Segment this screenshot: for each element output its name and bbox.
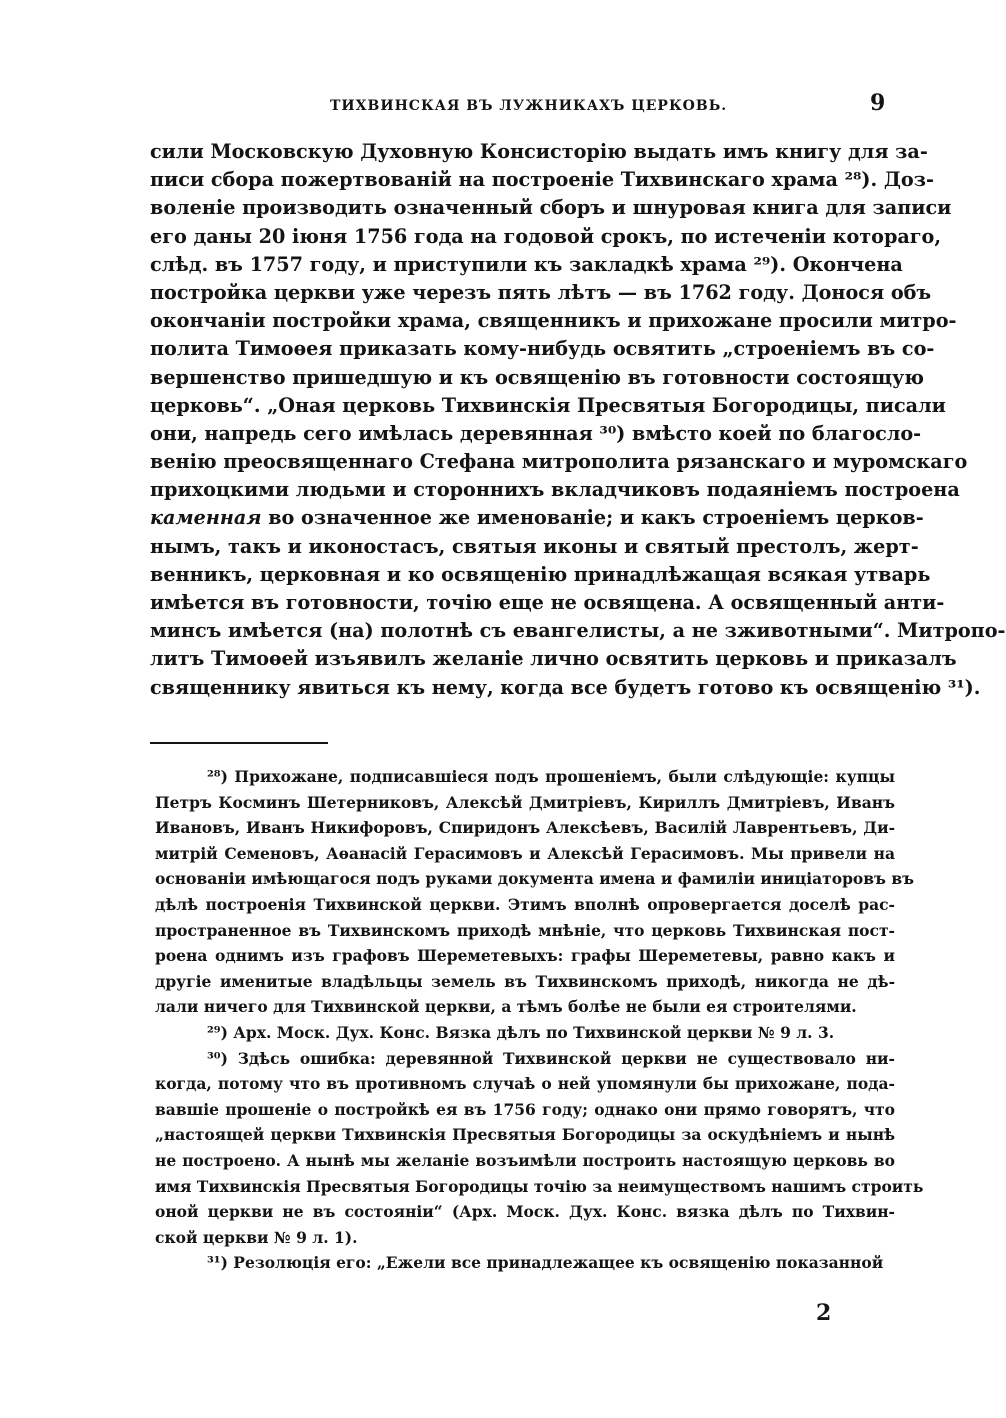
footnote-line: ²⁸) Прихожане, подписавшіеся подъ прошеніемъ, были слѣдующіе: купцы (207, 767, 895, 786)
body-line: постройка церкви уже черезъ пять лѣтъ — въ 1762 году. Донося объ (150, 280, 932, 304)
footnote-line: основаніи имѣющагося подъ руками документа имена и фамиліи иниціаторовъ въ (155, 869, 914, 889)
footnote-line: Ивановъ, Иванъ Никифоровъ, Спиридонъ Алексѣевъ, Василій Лаврентьевъ, Ди- (155, 818, 895, 838)
footnote-line: не построено. А нынѣ мы желаніе возъимѣли построить настоящую церковь во (155, 1150, 895, 1170)
footnote-line: роена однимъ изъ графовъ Шереметевыхъ: графы Шереметевы, равно какъ и (155, 946, 895, 966)
body-line: его даны 20 іюня 1756 года на годовой срокъ, по истеченіи котораго, (150, 224, 942, 248)
page-number: 9 (870, 90, 886, 116)
body-line: минсъ имѣется (на) полотнѣ съ евангелисты, а не зживотными“. Митропо- (150, 619, 1006, 643)
footnote-line: ²⁹) Арх. Моск. Дух. Конс. Вязка дѣлъ по Тихвинской церкви № 9 л. 3. (207, 1022, 835, 1042)
body-line: они, напредь сего имѣлась деревянная ³⁰) вмѣсто коей по благосло- (150, 421, 922, 445)
footnote-line: лали ничего для Тихвинской церкви, а тѣмъ болѣе не были ея строителями. (155, 997, 857, 1017)
footnote-line: ской церкви № 9 л. 1). (155, 1227, 358, 1247)
body-line: слѣд. въ 1757 году, и приступили къ закладкѣ храма ²⁹). Окончена (150, 252, 903, 276)
body-line: вершенство пришедшую и къ освященію въ готовности состоящую (150, 365, 924, 389)
emphasis: каменная (150, 506, 262, 530)
body-line: сили Московскую Духовную Консисторію выдать имъ книгу для за- (150, 140, 928, 163)
footnote-line: ³¹) Резолюція его: „Ежели все принадлежащее къ освященію показанной (207, 1253, 884, 1273)
footnote-line: оной церкви не въ состояніи“ (Арх. Моск. Дух. Конс. вязка дѣлъ по Тихвин- (155, 1202, 895, 1222)
body-line: литъ Тимоѳей изъявилъ желаніе лично освятить церковь и приказалъ (150, 647, 957, 671)
footnote-line: имя Тихвинскія Пресвятыя Богородицы точію за неимуществомъ нашимъ строить (155, 1176, 924, 1196)
footnote-line: Петръ Косминъ Шетерниковъ, Алексѣй Дмитріевъ, Кириллъ Дмитріевъ, Иванъ (155, 792, 895, 812)
running-title: ТИХВИНСКАЯ ВЪ ЛУЖНИКАХЪ ЦЕРКОВЬ. (330, 98, 728, 114)
body-line: венникъ, церковная и ко освященію принадлѣжащая всякая утварь (150, 562, 931, 586)
body-line: полита Тимоѳея приказать кому-нибудь освятить „строеніемъ въ со- (150, 337, 935, 361)
body-line: священнику явиться къ нему, когда все будетъ готово къ освященію ³¹). (150, 675, 981, 699)
body-line: нымъ, такъ и иконостасъ, святыя иконы и святый престолъ, жерт- (150, 534, 919, 558)
footnote-line: „настоящей церкви Тихвинскія Пресвятыя Богородицы за оскудѣніемъ и нынѣ (155, 1125, 895, 1145)
footnote-line: пространенное въ Тихвинскомъ приходѣ мнѣніе, что церковь Тихвинская пост- (155, 920, 895, 940)
body-line: писи сбора пожертвованій на построеніе Тихвинскаго храма ²⁸). Доз- (150, 168, 934, 192)
footnote-line: другіе именитые владѣльцы земель въ Тихвинскомъ приходѣ, никогда не дѣ- (155, 971, 895, 991)
signature-mark: 2 (816, 1300, 832, 1326)
footnote-line: вавшіе прошеніе о постройкѣ ея въ 1756 году; однако они прямо говорятъ, что (155, 1099, 895, 1119)
footnote-line: митрій Семеновъ, Аѳанасій Герасимовъ и Алексѣй Герасимовъ. Мы привели на (155, 843, 895, 863)
body-line: церковь“. „Оная церковь Тихвинскія Пресвятыя Богородицы, писали (150, 393, 946, 417)
body-line: окончаніи постройки храма, священникъ и прихожане просили митро- (150, 309, 957, 333)
body-line: каменная во означенное же именованіе; и какъ строеніемъ церков- (150, 506, 924, 530)
body-line: прихоцкими людьми и стороннихъ вкладчиковъ подаяніемъ построена (150, 478, 960, 502)
body-line: имѣется въ готовности, точію еще не освящена. А освященный анти- (150, 591, 945, 614)
footnote-line: ³⁰) Здѣсь ошибка: деревянной Тихвинской церкви не существовало ни- (207, 1048, 895, 1068)
body-text (150, 138, 1006, 702)
footnotes (155, 764, 924, 1276)
footnote-line: когда, потому что въ противномъ случаѣ о ней упомянули бы прихожане, пода- (155, 1074, 895, 1094)
footnote-separator (150, 742, 328, 744)
body-line: воленіе производить означенный сборъ и шнуровая книга для записи (150, 196, 952, 220)
body-line: венію преосвященнаго Стефана митрополита рязанскаго и муромскаго (150, 450, 968, 474)
footnote-line: дѣлѣ построенія Тихвинской церкви. Этимъ вполнѣ опровергается доселѣ рас- (155, 894, 895, 914)
